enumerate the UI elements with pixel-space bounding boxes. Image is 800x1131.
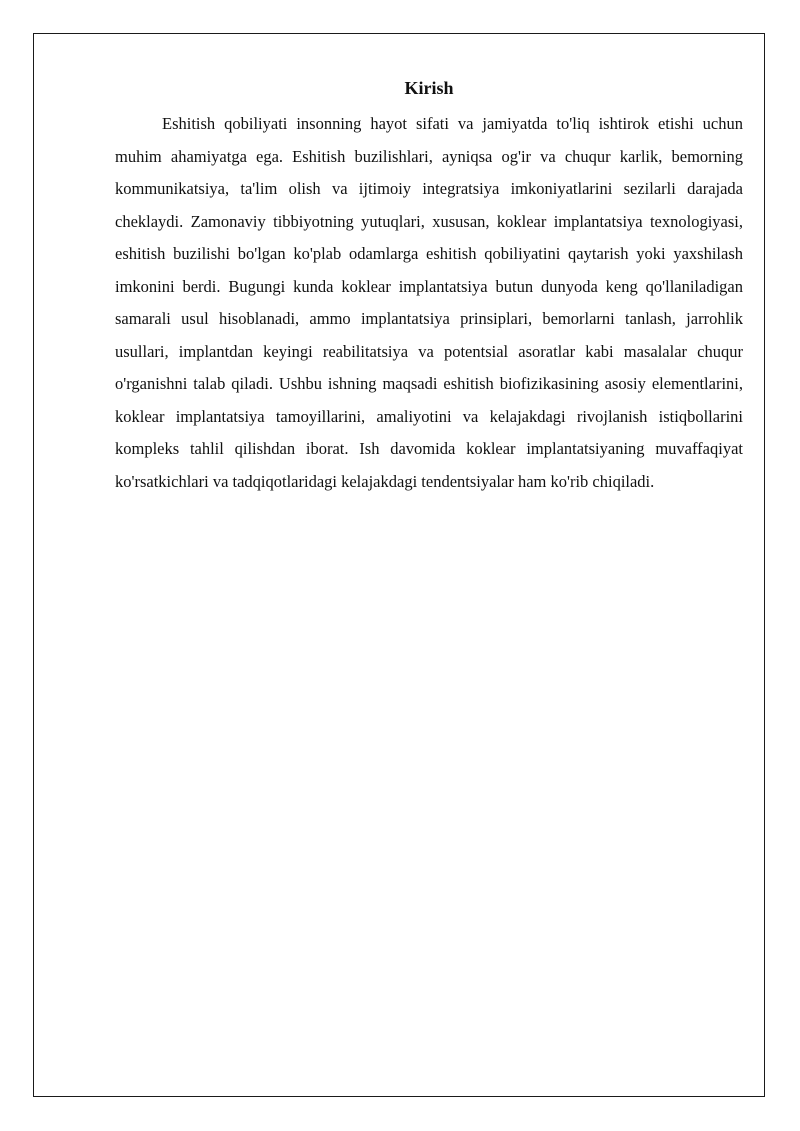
section-title: Kirish: [404, 78, 454, 98]
intro-paragraph: Eshitish qobiliyati insonning hayot sifati va jamiyatda to'liq ishtirok etishi uchun muhim ahamiyatga ega. Eshitish buzilishlari, ayniqsa og'ir va chuqur karlik, bemorning kommunikatsiya, ta'lim olish va ijtimoiy integratsiya imkoniyatlarini sezilarli darajada cheklaydi. Zamonaviy tibbiyotning yutuqlari, xususan, koklear implantatsiya texnologiyasi, eshitish buzilishi bo'lgan ko'plab odamlarga eshitish qobiliyatini qaytarish yoki yaxshilash imkonini berdi. Bugungi kunda koklear implantatsiya butun dunyoda keng qo'llaniladigan samarali usul hisoblanadi, ammo implantatsiya prinsiplari, bemorlarni tanlash, jarrohlik usullari, implantdan keyingi reabilitatsiya va potentsial asoratlar kabi masalalar chuqur o'rganishni talab qiladi. Ushbu ishning maqsadi eshitish biofizikasining asosiy elementlarini, koklear implantatsiya tamoyillarini, amaliyotini va kelajakdagi rivojlanish istiqbollarini kompleks tahlil qilishdan iborat. Ish davomida koklear implantatsiyaning muvaffaqiyat ko'rsatkichlari va tadqiqotlaridagi kelajakdagi tendentsiyalar ham ko'rib chiqiladi.: [115, 114, 743, 491]
document-body: [115, 74, 743, 498]
